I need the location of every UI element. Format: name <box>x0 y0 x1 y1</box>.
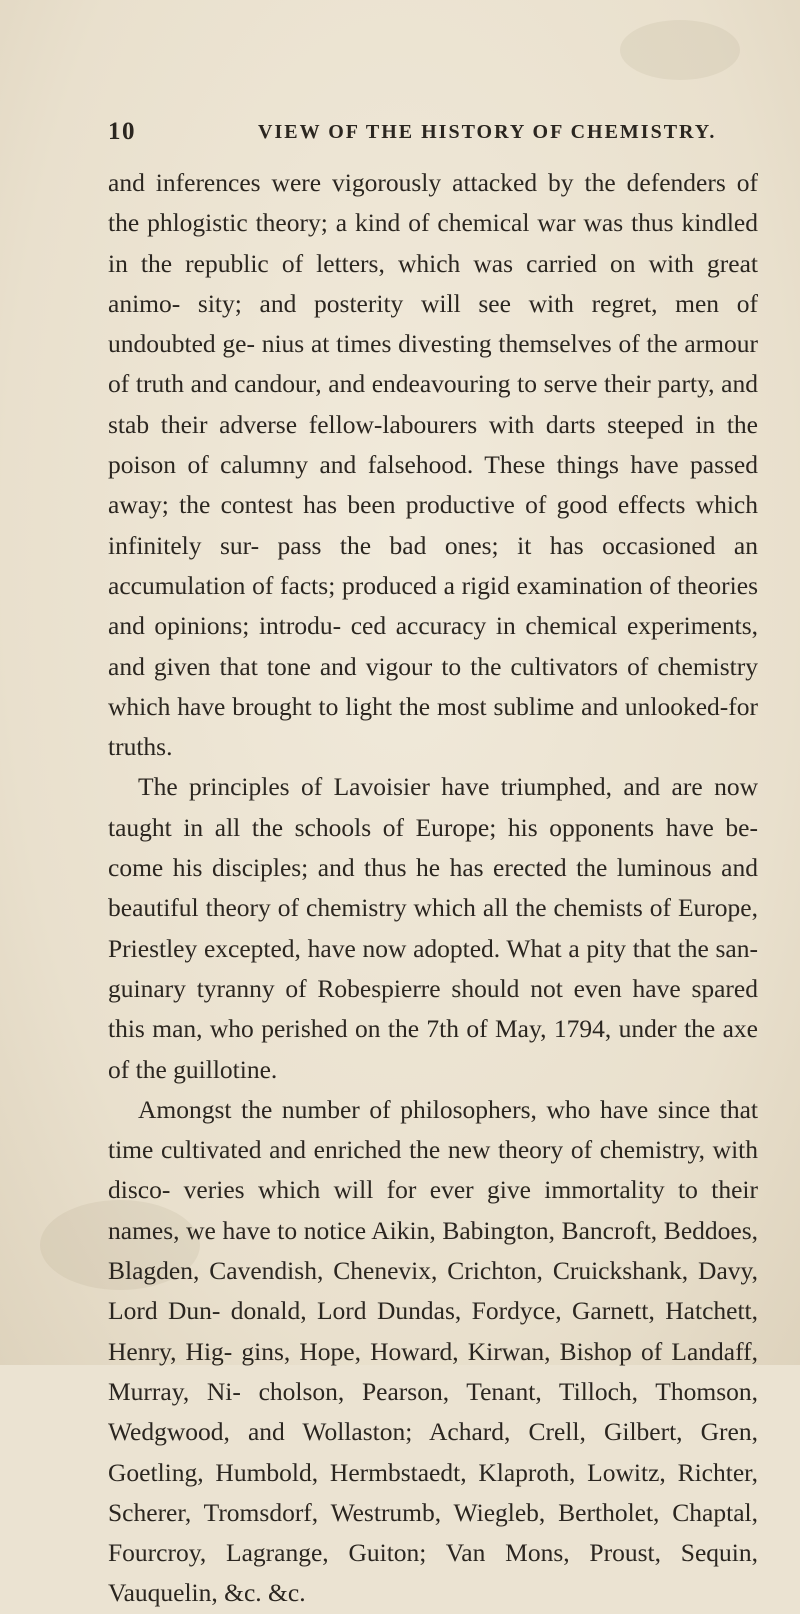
paragraph: Amongst the number of philosophers, who have since that time cultivated and enriched the new theory of chemistry, with disco- veries which will for ever give immortality to their names, we have to notice Aikin, Babington, Bancroft, Beddoes, Blagden, Cavendish, Chenevix, Crichton, Cruickshank, Davy, Lord Dun- donald, Lord Dundas, Fordyce, Garnett, Hatchett, Henry, Hig- gins, Hope, Howard, Kirwan, Bishop of Landaff, Murray, Ni- cholson, Pearson, Tenant, Tilloch, Thomson, Wedgwood, and Wollaston; Achard, Crell, Gilbert, Gren, Goetling, Humbold, Hermbstaedt, Klaproth, Lowitz, Richter, Scherer, Tromsdorf, Westrumb, Wiegleb, Bertholet, Chaptal, Fourcroy, Lagrange, Guiton; Van Mons, Proust, Sequin, Vauquelin, &c. &c. <box>108 1094 758 1608</box>
body-text <box>108 163 758 1614</box>
running-title: VIEW OF THE HISTORY OF CHEMISTRY. <box>258 121 717 143</box>
paragraph: and inferences were vigorously attacked by the defenders of the phlogistic theory; a kind of chemical war was thus kindled in the republic of letters, which was carried on with great animo- sity; and posterity will see with regret, men of undoubted ge- nius at times divesting themselves of the armour of truth and candour, and endeavouring to serve their party, and stab their adverse fellow-labourers with darts steeped in the poison of calumny and falsehood. These things have passed away; the contest has been productive of good effects which infinitely sur- pass the bad ones; it has occasioned an accumulation of facts; produced a rigid examination of theories and opinions; introdu- ced accuracy in chemical experiments, and given that tone and vigour to the cultivators of chemistry which have brought to light the most sublime and unlooked-for truths. <box>108 168 758 762</box>
running-head <box>108 118 758 148</box>
paper-stain <box>620 20 740 80</box>
page-number: 10 <box>108 118 136 145</box>
paragraph: The principles of Lavoisier have triumphed, and are now taught in all the schools of Europe; his opponents have be- come his disciples; and thus he has erected the luminous and beautiful theory of chemistry which all the chemists of Europe, Priestley excepted, have now adopted. What a pity that the san- guinary tyranny of Robespierre should not even have spared this man, who perished on the 7th of May, 1794, under the axe of the guillotine. <box>108 772 758 1084</box>
